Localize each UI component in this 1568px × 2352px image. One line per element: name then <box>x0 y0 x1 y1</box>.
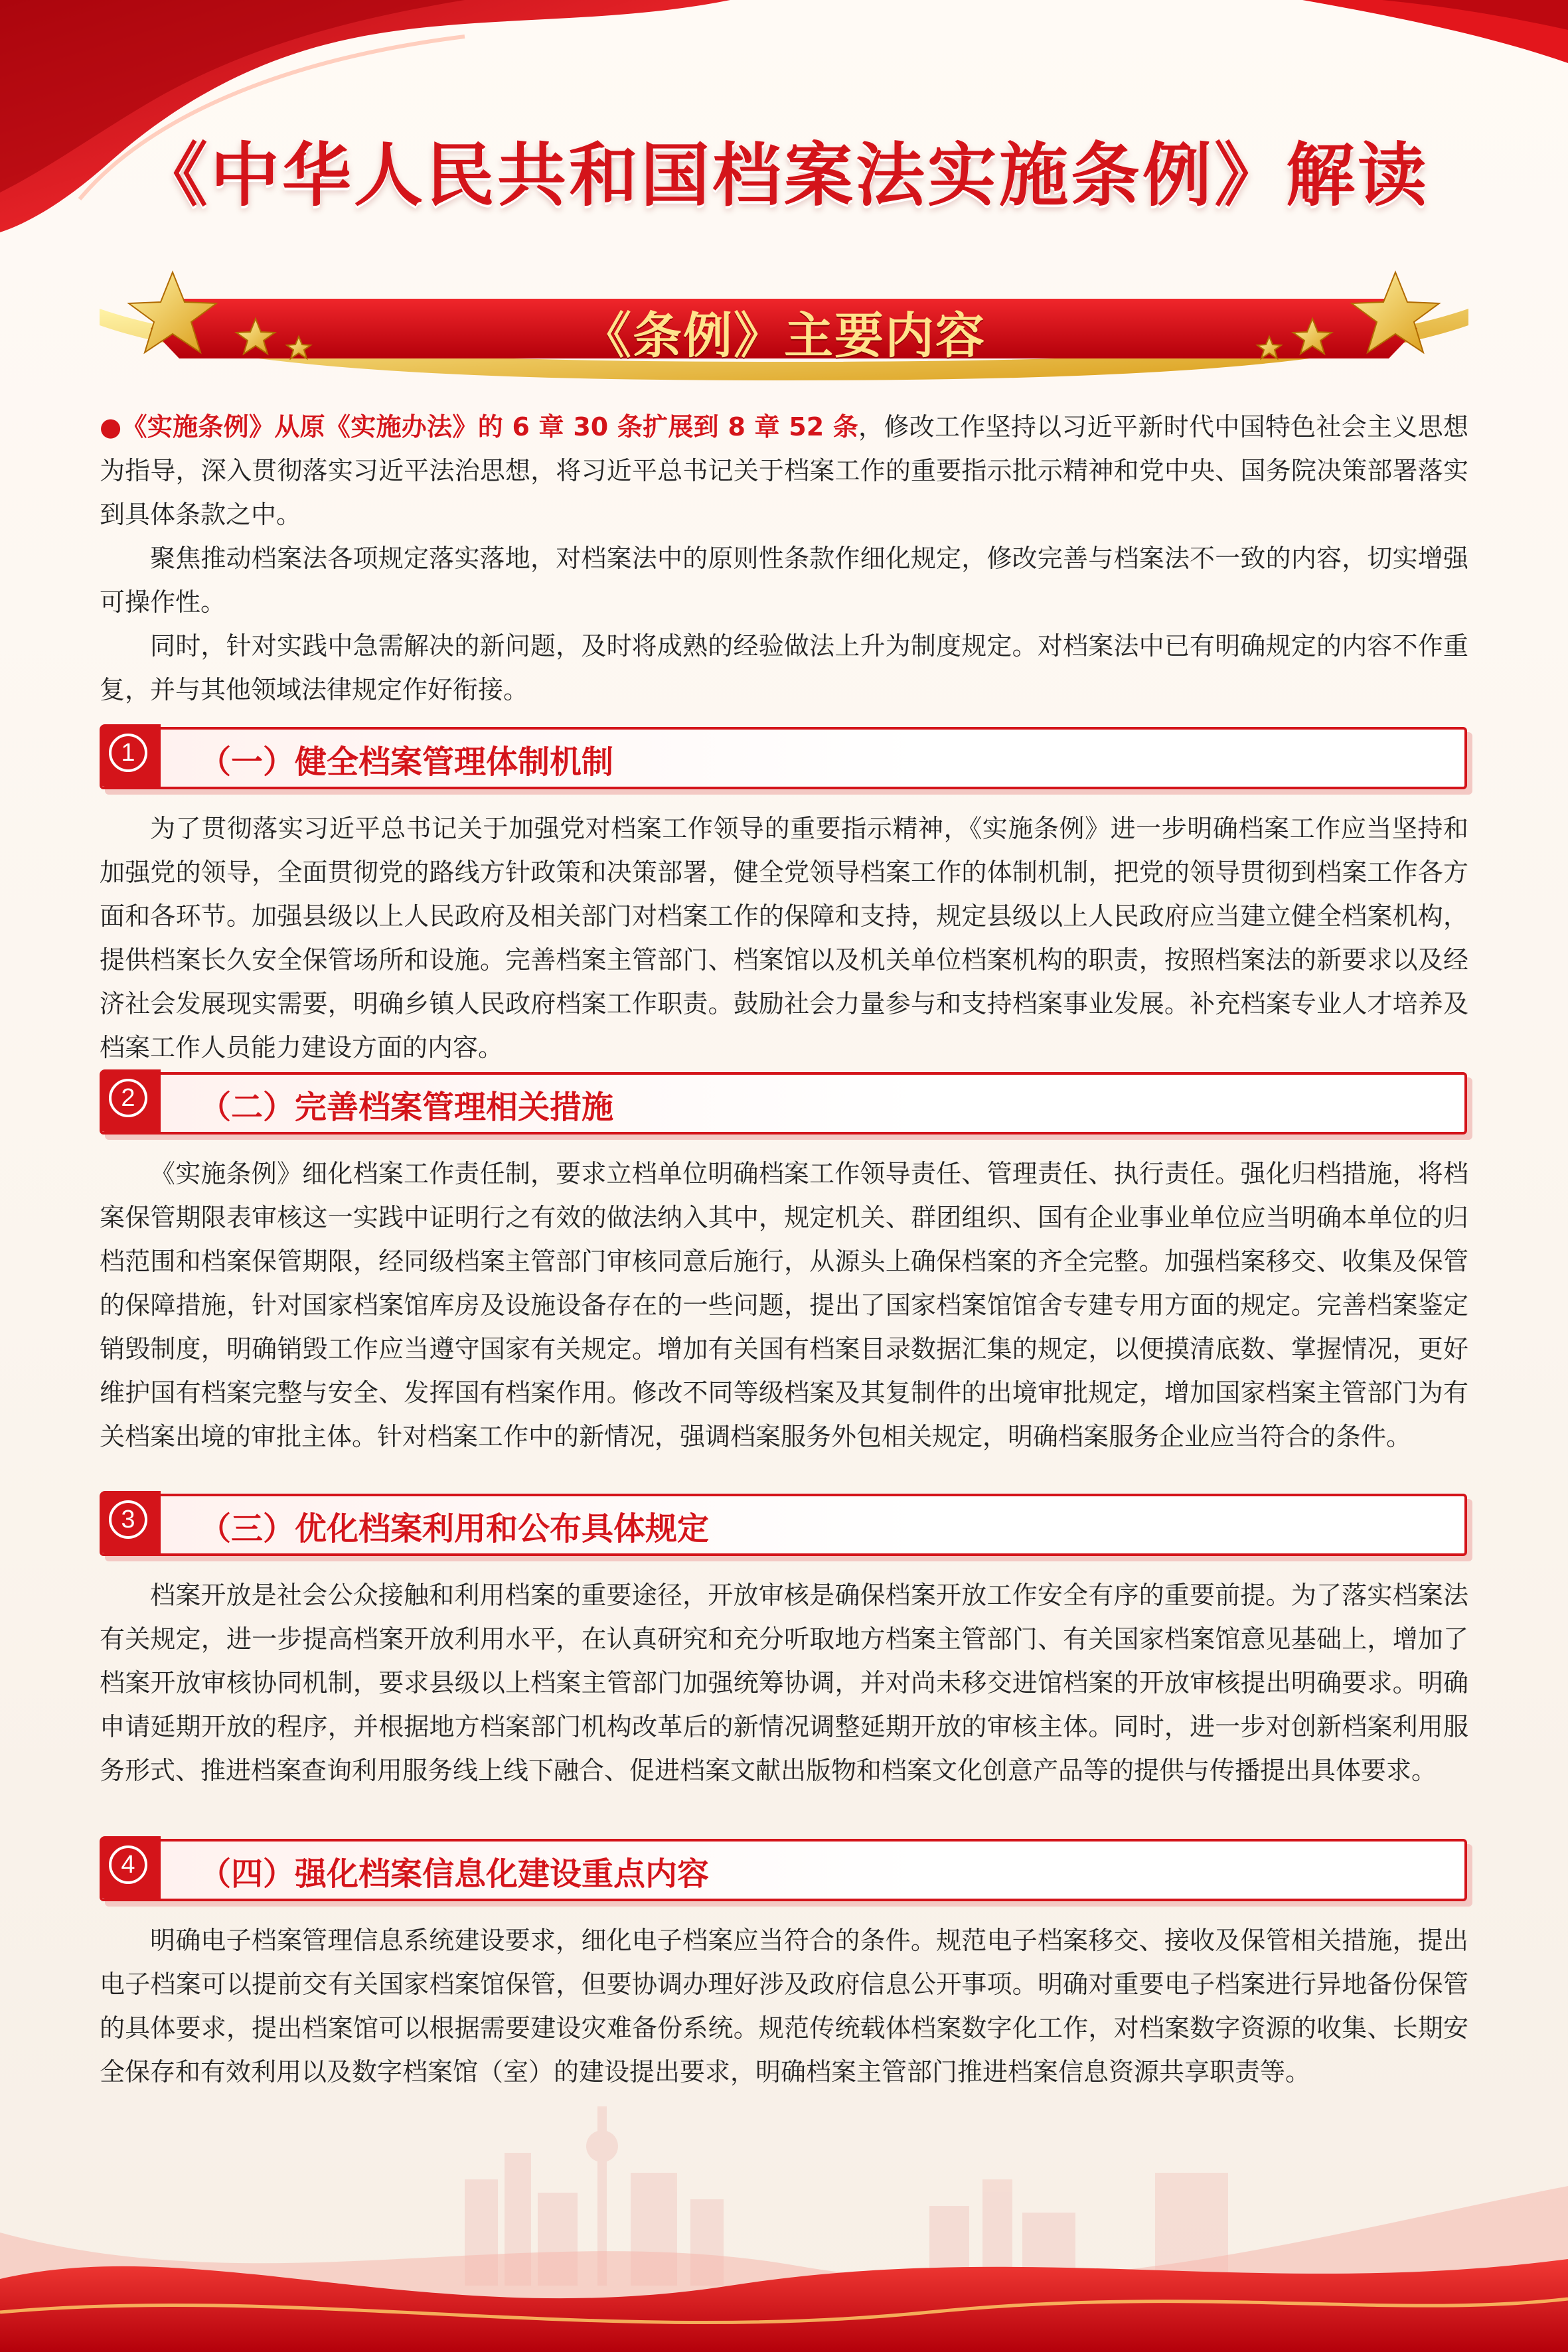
intro-block <box>100 405 1468 712</box>
bullet-icon: ● <box>100 412 122 441</box>
section-header-4 <box>100 1839 1468 1903</box>
red-ribbon-corner <box>1103 0 1568 93</box>
number-badge <box>100 1069 161 1132</box>
number-circle-icon: 2 <box>109 1079 147 1117</box>
number-badge <box>100 1836 161 1899</box>
section-title: （四）强化档案信息化建设重点内容 <box>199 1855 710 1893</box>
section-paragraph: 档案开放是社会公众接触和利用档案的重要途径，开放审核是确保档案开放工作安全有序的重要前提。为了落实档案法有关规定，进一步提高档案开放利用水平，在认真研究和充分听取地方档案主管部门、有关国家档案馆意见基础上，增加了档案开放审核协同机制，要求县级以上档案主管部门加强统筹协调，并对尚未移交进馆档案的开放审核提出明确要求。明确申请延期开放的程序，并根据地方档案部门机构改革后的新情况调整延期开放的审核主体。同时，进一步对创新档案利用服务形式、推进档案查询利用服务线上线下融合、促进档案文献出版物和档案文化创意产品等的提供与传播提出具体要求。 <box>100 1581 1468 1785</box>
page-title: 《中华人民共和国档案法实施条例》解读 <box>138 135 1429 216</box>
number-circle-icon: 3 <box>109 1500 147 1539</box>
section-paragraph: 明确电子档案管理信息系统建设要求，细化电子档案应当符合的条件。规范电子档案移交、接收及保管相关措施，提出电子档案可以提前交有关国家档案馆保管，但要协调办理好涉及政府信息公开事项。明确对重要电子档案进行异地备份保管的具体要求，提出档案馆可以根据需要建设灾难备份系统。规范传统载体档案数字化工作，对档案数字资源的收集、长期安全保存和有效利用以及数字档案馆（室）的建设提出要求，明确档案主管部门推进档案信息资源共享职责等。 <box>100 1926 1468 2086</box>
section-body-1 <box>100 807 1468 1069</box>
intro-paragraph-3: 同时，针对实践中急需解决的新问题，及时将成熟的经验做法上升为制度规定。对档案法中已有明确规定的内容不作重复，并与其他领域法律规定作好衔接。 <box>100 631 1468 704</box>
section-body-2 <box>100 1152 1468 1458</box>
intro-highlight: 《实施条例》从原《实施办法》的 6 章 30 条扩展到 8 章 52 条 <box>121 412 859 441</box>
section-header-3 <box>100 1494 1468 1557</box>
bottom-wave-decoration <box>0 2067 1568 2352</box>
number-badge <box>100 724 161 787</box>
section-paragraph: 《实施条例》细化档案工作责任制，要求立档单位明确档案工作领导责任、管理责任、执行责任。强化归档措施，将档案保管期限表审核这一实践中证明行之有效的做法纳入其中，规定机关、群团组织、国有企业事业单位应当明确本单位的归档范围和档案保管期限，经同级档案主管部门审核同意后施行，从源头上确保档案的齐全完整。加强档案移交、收集及保管的保障措施，针对国家档案馆库房及设施设备存在的一些问题，提出了国家档案馆馆舍专建专用方面的规定。完善档案鉴定销毁制度，明确销毁工作应当遵守国家有关规定。增加有关国有档案目录数据汇集的规定，以便摸清底数、掌握情况，更好维护国有档案完整与安全、发挥国有档案作用。修改不同等级档案及其复制件的出境审批规定，增加国家档案主管部门为有关档案出境的审批主体。针对档案工作中的新情况，强调档案服务外包相关规定，明确档案服务企业应当符合的条件。 <box>100 1159 1468 1451</box>
section-paragraph: 为了贯彻落实习近平总书记关于加强党对档案工作领导的重要指示精神，《实施条例》进一步明确档案工作应当坚持和加强党的领导，全面贯彻党的路线方针政策和决策部署，健全党领导档案工作的体制机制，把党的领导贯彻到档案工作各方面和各环节。加强县级以上人民政府及相关部门对档案工作的保障和支持，规定县级以上人民政府应当建立健全档案机构，提供档案长久安全保管场所和设施。完善档案主管部门、档案馆以及机关单位档案机构的职责，按照档案法的新要求以及经济社会发展现实需要，明确乡镇人民政府档案工作职责。鼓励社会力量参与和支持档案事业发展。补充档案专业人才培养及档案工作人员能力建设方面的内容。 <box>100 814 1468 1062</box>
section-title: （二）完善档案管理相关措施 <box>199 1089 614 1126</box>
intro-text: ，修改工作坚持以习近平新时代中国特色社会主义思想为指导，深入贯彻落实习近平法治思想，将习近平总书记关于档案工作的重要指示批示精神和党中央、国务院决策部署落实到具体条款之中。 <box>100 412 1468 529</box>
intro-paragraph-1 <box>100 405 1468 536</box>
number-circle-icon: 1 <box>109 734 147 772</box>
section-title: （一）健全档案管理体制机制 <box>199 744 614 781</box>
section-body-3 <box>100 1573 1468 1792</box>
number-circle-icon: 4 <box>109 1845 147 1884</box>
section-header-1 <box>100 727 1468 791</box>
number-badge <box>100 1491 161 1553</box>
banner-title: 《条例》主要内容 <box>582 307 986 364</box>
section-title: （三）优化档案利用和公布具体规定 <box>199 1510 710 1547</box>
section-header-2 <box>100 1072 1468 1136</box>
intro-paragraph-2: 聚焦推动档案法各项规定落实落地，对档案法中的原则性条款作细化规定，修改完善与档案法不一致的内容，切实增强可操作性。 <box>100 544 1468 617</box>
